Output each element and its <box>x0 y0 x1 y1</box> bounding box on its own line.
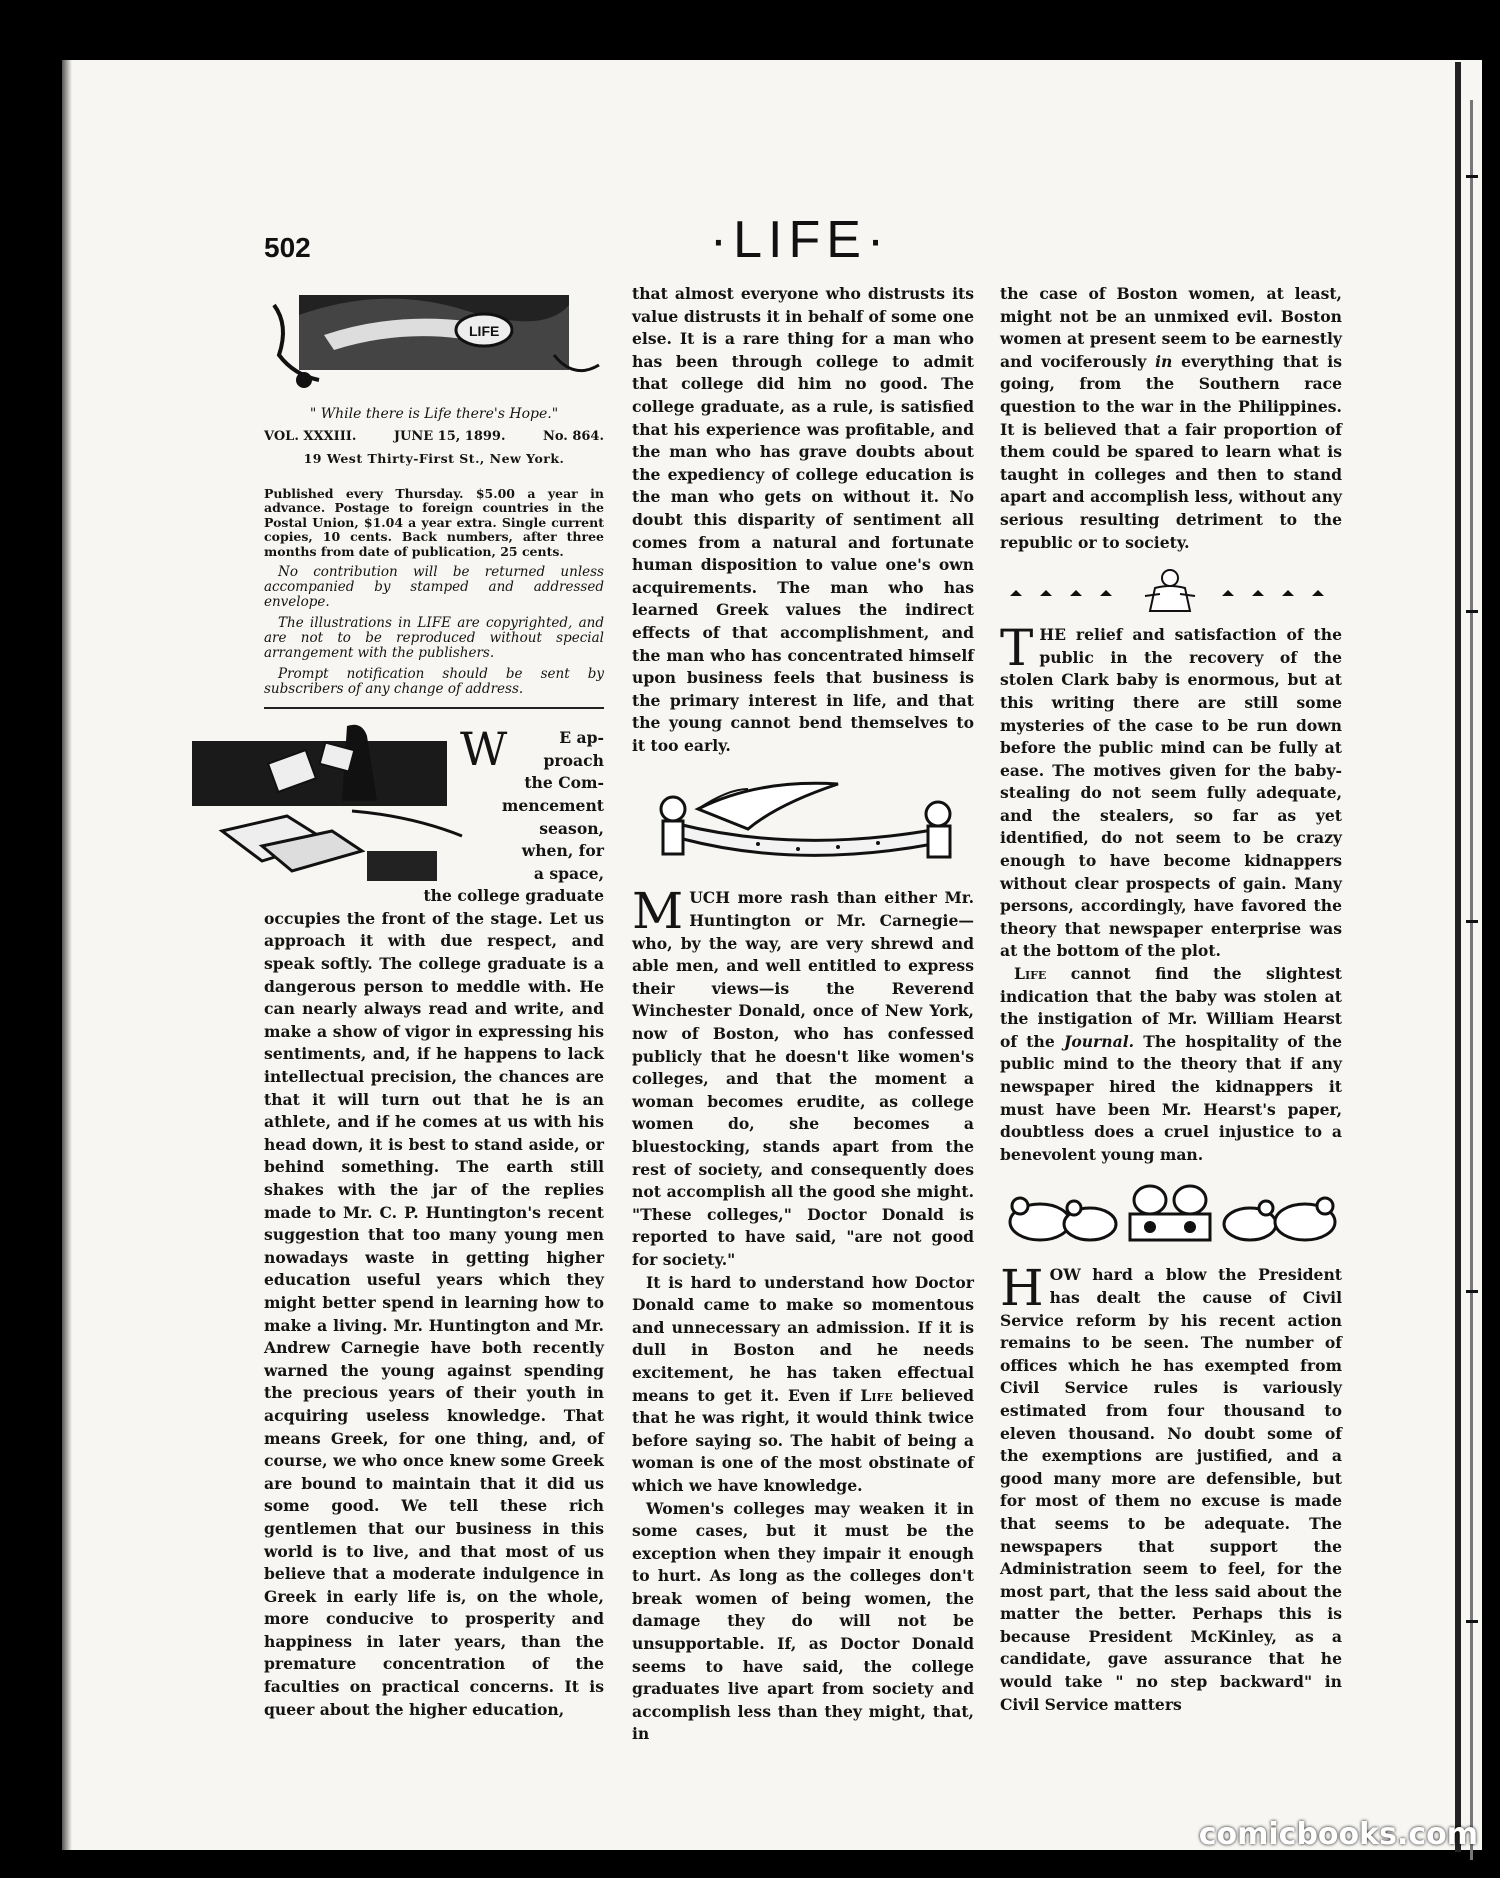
emphasis: in <box>1155 351 1173 371</box>
article-paragraph <box>632 882 974 1271</box>
drop-cap: H <box>1000 1259 1044 1318</box>
article-paragraph <box>1000 963 1342 1166</box>
paragraph-text: believed that he was right, it would think twice before saying so. The habit of being a woman is one of the most obstinate of which we have knowledge. <box>632 1385 974 1495</box>
page-number: 502 <box>264 232 311 263</box>
life-masthead-illustration <box>264 285 604 395</box>
article-paragraph <box>1000 619 1342 963</box>
watermark: comicbooks.com <box>1198 1817 1478 1852</box>
graduate-article-lead <box>264 722 604 893</box>
mice-illustration <box>1000 1180 1342 1246</box>
article-paragraph <box>632 1272 974 1498</box>
edge-tick <box>1466 1290 1478 1293</box>
contribution-notice: No contribution will be returned unless accompanied by stamped and addressed envelope. <box>264 564 604 611</box>
cupids-sheet-illustration <box>638 769 968 877</box>
article-paragraph: occupies the front of the stage. Let us approach it with due respect, and speak softly. The college graduate is a dangerous person to meddle with. He can nearly always read and write, and make a show of vigor in expressing his sentiments, and, if he happens to lack intellectual precision, the chances are that it will turn out that he is an athlete, and if he comes at us with his head down, it is best to stand aside, or behind something. The earth still shakes with the jar of the replies made to Mr. C. P. Huntington's recent suggestion that too many young men nowadays waste in getting higher education useful years which they might better spend in learning how to make a living. Mr. Huntington and Mr. Andrew Carnegie have both recently warned the young against spending the precious years of their youth in acquiring useless knowledge. That means Greek, for one thing, and, of course, we who once knew some Greek are bound to maintain that it did us some good. We tell these rich gentlemen that our business in this world is to live, and that most of us believe that a moderate indulgence in Greek in early life is, on the whole, more conducive to prosperity and happiness in later years, than the premature concentration of the faculties on practical concerns. It is queer about the higher education, <box>264 908 604 1719</box>
publishing-notice: Published every Thursday. $5.00 a year in advance. Postage to foreign countries in the Postal Union, $1.04 a year extra. Single current copies, 10 cents. Back numbers, after three months from date of publication, 25 cents. <box>264 485 604 559</box>
paragraph-text: the case of Boston women, at least, might not be an unmixed evil. Boston women at present seem to be earnestly and vociferously <box>1000 284 1342 371</box>
lead-line: the Com- <box>524 773 604 793</box>
drop-cap: M <box>632 882 684 941</box>
ornament-divider-illustration <box>1000 566 1342 618</box>
books-cat-illustration <box>192 721 472 891</box>
page-edge <box>1455 62 1461 1852</box>
lead-line: proach <box>543 750 604 770</box>
issue-date: JUNE 15, 1899. <box>393 428 506 444</box>
journal-name: Journal. <box>1063 1031 1135 1051</box>
publisher-address: 19 West Thirty-First St., New York. <box>303 451 565 467</box>
paragraph-text: everything that is going, from the Southern race question to the war in the Philippines. It is believed that a fair proportion of them could be spared to learn what is taught in colleges and then to stand apart and accomplish less, without any serious resulting detriment to the republic or to society. <box>1000 351 1342 552</box>
paragraph-text: It is hard to understand how Doctor Donald came to make so momentous and unnecessary an admission. If it is dull in Boston and he needs excitement, he has taken effectual means to get it. Even if <box>632 1272 974 1405</box>
edge-tick <box>1466 175 1478 178</box>
paragraph-text: The hospitality of the public mind to the theory that if any newspaper hired the kidnappers it must have been Mr. Hearst's paper, doubtless does a cruel injustice to a benevolent young man. <box>1000 1031 1342 1164</box>
edge-tick <box>1466 920 1478 923</box>
edge-tick <box>1466 1620 1478 1623</box>
paragraph-text: cannot find the slightest indication that the baby was stolen at the instigation of Mr. William Hearst of the <box>1000 964 1342 1051</box>
page-edge-inner <box>1470 100 1473 1860</box>
copyright-notice: The illustrations in LIFE are copyrighted, and are not to be reproduced without special arrangement with the publishers. <box>264 615 604 662</box>
divider <box>264 707 604 709</box>
column-2 <box>632 283 974 1746</box>
colophon-volume-line <box>264 426 604 449</box>
volume: VOL. XXXIII. <box>264 428 357 444</box>
svg-text:LIFE: LIFE <box>469 323 500 339</box>
lead-line: season, <box>539 818 604 838</box>
life-name: Life <box>860 1385 893 1405</box>
lead-block <box>460 722 604 885</box>
paragraph-text: OW hard a blow the President has dealt the cause of Civil Service reform by his recent action remains to be seen. The number of offices which he has exempted from Civil Service rules is variously estimated from four thousand to eleven thousand. No doubt some of the exemptions are justified, and a good many more are defensible, but for most of them no excuse is made that seems to be adequate. The newspapers that support the Administration seem to feel, for the most part, that the less said about the matter the better. Perhaps this is because President McKinley, as a candidate, gave assurance that he would take " no step backward" in Civil Service matters <box>1000 1265 1342 1714</box>
paragraph-text: UCH more rash than either Mr. Huntington or Mr. Carnegie—who, by the way, are very shrewd and able men, and well entitled to express their views—is the Reverend Winchester Donald, once of New York, now of Boston, who has confessed publicly that he doesn't like women's colleges, and that the moment a woman becomes erudite, as college women do, she becomes a bluestocking, stands apart from the rest of society, and consequently does not accomplish all the good she might. "These colleges," Doctor Donald is reported to have said, "are not good for society." <box>632 888 974 1269</box>
lead-line: E ap- <box>559 728 604 748</box>
colophon-motto: " While there is Life there's Hope." <box>309 406 559 422</box>
lead-line: mencement <box>501 796 604 816</box>
lead-line: when, for <box>521 841 604 861</box>
article-paragraph <box>1000 283 1342 554</box>
lead-line: a space, <box>533 863 604 883</box>
paragraph-text: HE relief and satisfaction of the public in the recovery of the stolen Clark baby is enormous, but at this writing there are still some mysteries of the case to be run down before the public mind can be fully at ease. The motives given for the baby-stealing do not seem fully adequate, and the stealers, so far as yet identified, do not seem to be crazy enough to have become kidnappers without clear prospects of gain. Many persons, accordingly, have favored the theory that newspaper enterprise was at the bottom of the plot. <box>1000 625 1342 961</box>
address-change-notice: Prompt notification should be sent by subscribers of any change of address. <box>264 666 604 698</box>
column-3 <box>1000 283 1342 1716</box>
life-name: Life <box>1014 964 1047 984</box>
drop-cap: T <box>1000 619 1034 678</box>
column-1 <box>264 285 604 1721</box>
masthead-title: ·LIFE· <box>709 211 891 269</box>
article-paragraph: that almost everyone who distrusts its value distrusts it in behalf of some one else. It is a rare thing for a man who has been through college to admit that college did him no good. The college graduate, as a rule, is satisfied that his experience was profitable, and the man who has grave doubts about the expediency of college education is the man who gets on without it. No doubt this disparity of sentiment all comes from a natural and fortunate human disposition to value one's own acquirements. The man who has learned Greek values the indirect effects of that accomplishment, and the man who has concentrated himself upon business feels that business is the primary interest in life, and that the young cannot bend themselves to it too early. <box>632 284 974 755</box>
edge-tick <box>1466 610 1478 613</box>
lead-line: the college graduate <box>423 886 604 906</box>
issue-number: No. 864. <box>542 428 604 444</box>
drop-cap: W <box>460 722 508 777</box>
article-paragraph: Women's colleges may weaken it in some cases, but it must be the exception when they impair it enough to hurt. As long as the colleges don't break women of being women, the damage they do will not be unsupportable. If, as Doctor Donald seems to have said, the college graduates live apart from society and accomplish less than they might, that, in <box>632 1498 974 1744</box>
article-paragraph <box>1000 1259 1342 1716</box>
page-spine-shadow <box>62 60 72 1850</box>
